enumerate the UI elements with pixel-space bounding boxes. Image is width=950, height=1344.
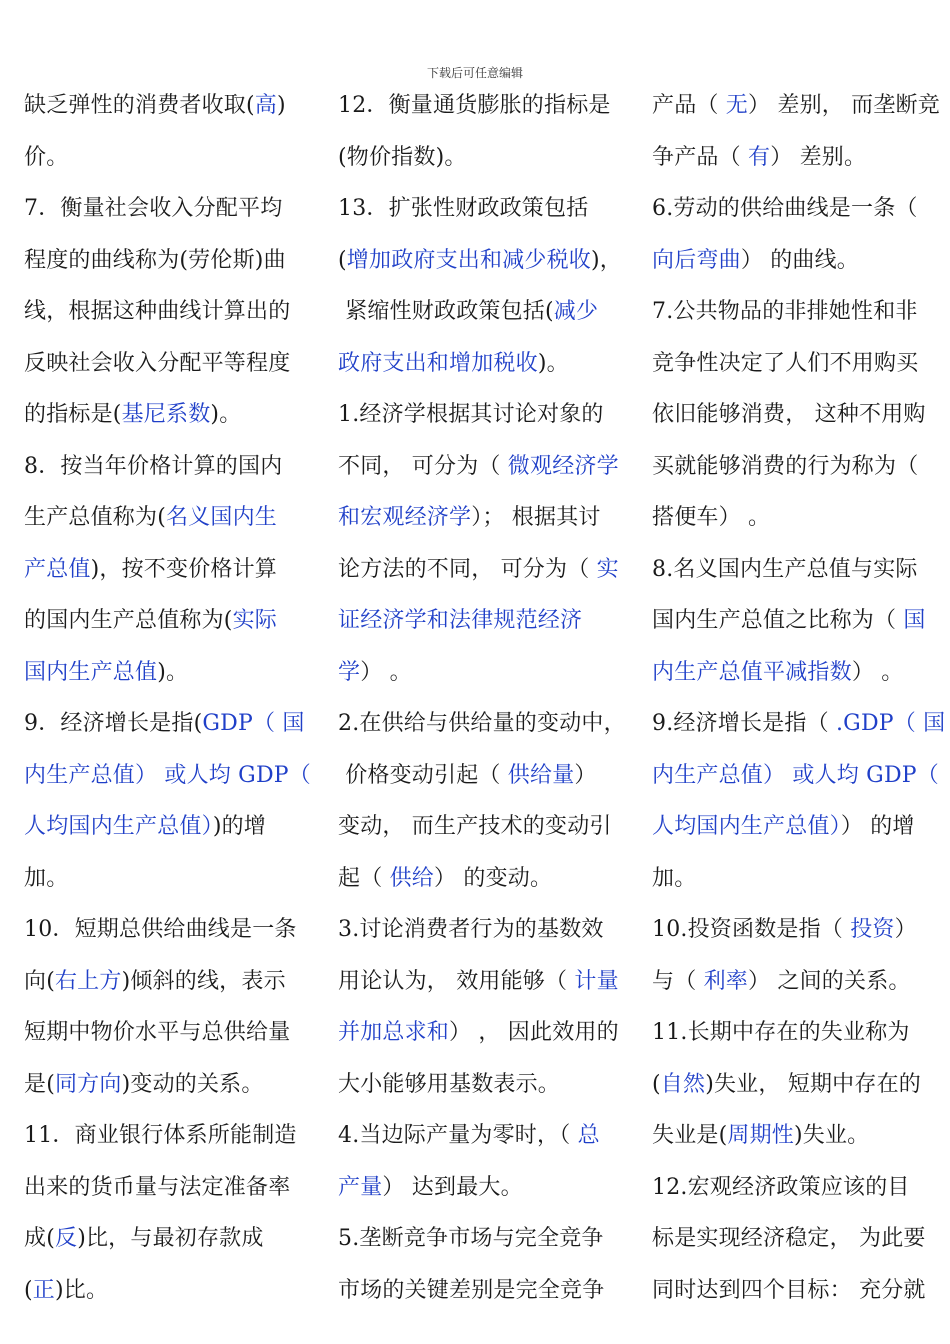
text-line [652, 235, 937, 287]
answer-text: 证经济学和法律规范经济 [338, 608, 583, 633]
answer-text: 内生产总值平减指数 [652, 659, 852, 685]
text-line [338, 801, 628, 853]
answer-text: 高 [254, 93, 277, 118]
body-text: ） 的增 [840, 814, 915, 839]
text-line [338, 647, 628, 699]
answer-text: 计量 [574, 968, 619, 994]
body-text: 标是实现经济稳定， 为此要 [652, 1226, 926, 1251]
body-text: 搭便车） 。 [652, 505, 771, 530]
answer-text: 右上方 [54, 968, 122, 994]
answer-text: 周期性 [727, 1123, 794, 1148]
text-line [338, 389, 628, 441]
body-text: 短期中物价水平与总供给量 [24, 1020, 291, 1045]
text-line [652, 698, 946, 750]
body-text: 国内生产总值之比称为（ [652, 608, 904, 633]
text-line [24, 801, 309, 853]
answer-text: 投资 [850, 917, 895, 942]
text-column-2 [338, 80, 628, 1316]
page-header: 下载后可任意编辑 [426, 66, 523, 80]
body-text: 5.垄断竞争市场与完全竞争 [338, 1226, 604, 1251]
text-line [652, 956, 937, 1008]
text-line [24, 286, 309, 338]
text-line [652, 183, 937, 235]
body-text: ） 的曲线。 [740, 247, 860, 273]
answer-text: .GDP（ 国 [835, 711, 946, 736]
answer-text: 学 [338, 659, 361, 685]
body-text: 程度的曲线称为(劳伦斯)曲 [24, 247, 286, 273]
body-text: ） ， 因此效用的 [449, 1020, 619, 1045]
text-line [24, 595, 309, 647]
answer-text: 名义国内生 [165, 505, 277, 530]
body-text: )。 [537, 350, 569, 376]
text-line [338, 492, 628, 544]
body-text: 竞争性决定了人们不用购买 [652, 350, 919, 376]
body-text: 向( [24, 968, 55, 994]
body-text: 10.投资函数是指（ [652, 917, 851, 942]
text-line [338, 183, 628, 235]
text-line [652, 1110, 937, 1162]
body-text: 变动， 而生产技术的变动引 [338, 814, 612, 839]
body-text: 成( [24, 1226, 55, 1251]
body-text: )失业， 短期中存在的 [705, 1071, 921, 1097]
answer-text: 自然 [660, 1071, 706, 1097]
body-text: 反映社会收入分配平等程度 [24, 350, 291, 376]
answer-text: 无 [725, 93, 748, 118]
text-line [338, 1162, 628, 1214]
body-text: ） 差别， 而垄断竞 [748, 93, 940, 118]
text-line [338, 80, 628, 132]
text-line [652, 1213, 937, 1265]
answer-text: 基尼系数 [121, 402, 211, 427]
text-line [652, 1007, 937, 1059]
body-text: 加。 [24, 865, 69, 891]
text-line [24, 492, 309, 544]
text-line [338, 698, 628, 750]
body-text: 7.公共物品的非排她性和非 [652, 299, 918, 324]
text-line [338, 1110, 628, 1162]
answer-text: 同方向 [54, 1071, 122, 1097]
answer-text: 并加总求和 [338, 1020, 450, 1045]
text-line [652, 853, 937, 905]
text-line [24, 183, 309, 235]
text-line [24, 1213, 309, 1265]
body-text: 依旧能够消费， 这种不用购 [652, 402, 926, 427]
text-line [652, 1059, 937, 1111]
body-text: 买就能够消费的行为称为（ [652, 453, 919, 479]
body-text: ） 之间的关系。 [748, 968, 911, 994]
text-line [24, 389, 309, 441]
body-text: )。 [210, 402, 242, 427]
body-text: 与（ [652, 968, 704, 994]
answer-text: 实 [596, 556, 619, 582]
text-line [24, 956, 309, 1008]
body-text: )，按不变价格计算 [90, 556, 277, 582]
body-text: 12.宏观经济政策应该的目 [652, 1174, 910, 1200]
answer-text: 产总值 [24, 556, 91, 582]
body-text: 4.当边际产量为零时，（ [338, 1123, 578, 1148]
answer-text: 微观经济学 [507, 453, 619, 479]
body-text: 不同， 可分为（ [338, 453, 508, 479]
answer-text: 减少 [553, 299, 599, 324]
text-line [24, 441, 309, 493]
answer-text: 产量 [338, 1174, 383, 1200]
body-text: 用论认为， 效用能够（ [338, 968, 575, 994]
text-line [652, 647, 937, 699]
text-line [652, 389, 937, 441]
answer-text: 利率 [703, 968, 748, 994]
body-text: 缺乏弹性的消费者收取( [24, 93, 255, 118]
answer-text: 政府支出和增加税收 [338, 350, 538, 376]
body-text: 大小能够用基数表示。 [338, 1071, 561, 1097]
body-text: )。 [157, 659, 189, 685]
text-line [338, 956, 628, 1008]
text-line [338, 904, 628, 956]
body-text: ( [652, 1071, 661, 1097]
text-line [652, 132, 937, 184]
body-text: 的指标是( [24, 402, 122, 427]
answer-text: 正 [32, 1277, 55, 1303]
text-line [652, 750, 940, 802]
text-line [24, 647, 309, 699]
text-line [338, 286, 628, 338]
answer-text: 内生产总值） 或人均 GDP（ [652, 762, 940, 788]
body-text: ( [24, 1277, 33, 1303]
body-text: )比。 [55, 1277, 109, 1303]
body-text: )比，与最初存款成 [77, 1226, 264, 1251]
text-line [652, 1265, 937, 1317]
body-text: 10．短期总供给曲线是一条 [24, 917, 297, 942]
text-line [338, 441, 628, 493]
text-line [24, 1059, 309, 1111]
answer-text: 增加政府支出和减少税收 [346, 247, 591, 273]
body-text: 11.长期中存在的失业称为 [652, 1020, 910, 1045]
text-line [338, 544, 628, 596]
body-text: 9．经济增长是指( [24, 711, 203, 736]
body-text: ） 。 [851, 659, 904, 685]
answer-text: 和宏观经济学 [338, 505, 472, 530]
body-text: ） 。 [360, 659, 412, 685]
body-text: 1.经济学根据其讨论对象的 [338, 402, 604, 427]
body-text: 13．扩张性财政政策包括 [338, 196, 589, 221]
body-text: 生产总值称为( [24, 505, 166, 530]
text-line [338, 750, 628, 802]
answer-text: 国内生产总值 [24, 659, 158, 685]
body-text: ( [338, 247, 347, 273]
body-text: (物价指数)。 [338, 144, 467, 170]
answer-text: 人均国内生产总值） [652, 814, 841, 839]
body-text: ）； 根据其讨 [471, 505, 601, 530]
body-text: 线，根据这种曲线计算出的 [24, 299, 291, 324]
body-text: ） 差别。 [770, 144, 867, 170]
text-line [338, 1059, 628, 1111]
text-line [24, 235, 309, 287]
body-text: )倾斜的线，表示 [121, 968, 286, 994]
answer-text: 有 [748, 144, 771, 170]
text-line [652, 441, 937, 493]
text-line [652, 80, 940, 132]
text-line [652, 338, 937, 390]
text-line [24, 132, 309, 184]
text-line [338, 1213, 628, 1265]
body-text: 价格变动引起（ [338, 762, 508, 788]
answer-text: 供给量 [507, 762, 575, 788]
body-text: )的增 [212, 814, 266, 839]
text-line [24, 904, 309, 956]
body-text: 起（ [338, 865, 390, 891]
text-line [338, 853, 628, 905]
body-text: 争产品（ [652, 144, 748, 170]
text-line [338, 1265, 628, 1317]
text-line [652, 1162, 937, 1214]
body-text: ） [574, 762, 597, 788]
body-text: 3.讨论消费者行为的基数效 [338, 917, 604, 942]
answer-text: 反 [54, 1226, 78, 1251]
body-text: 紧缩性财政政策包括( [338, 299, 554, 324]
answer-text: 国 [903, 608, 926, 633]
answer-text: 内生产总值） 或人均 GDP（ [24, 762, 312, 788]
body-text: 出来的货币量与法定准备率 [24, 1174, 291, 1200]
text-line [338, 235, 628, 287]
body-text: 市场的关键差别是完全竞争 [338, 1277, 605, 1303]
text-line [652, 595, 937, 647]
body-text: 论方法的不同， 可分为（ [338, 556, 597, 582]
body-text: 失业是( [652, 1123, 728, 1148]
body-text: )失业。 [794, 1123, 870, 1148]
answer-text: 总 [577, 1123, 600, 1148]
text-line [24, 853, 309, 905]
text-line [24, 1110, 309, 1162]
text-line [24, 338, 309, 390]
answer-text: 供给 [389, 865, 434, 891]
text-line [338, 338, 628, 390]
body-text: 加。 [652, 865, 697, 891]
body-text: ） 的变动。 [434, 865, 553, 891]
text-line [652, 544, 937, 596]
answer-text: 人均国内生产总值） [24, 814, 213, 839]
answer-text: GDP（ 国 [202, 711, 305, 736]
body-text: 的国内生产总值称为( [24, 608, 233, 633]
body-text: 是( [24, 1071, 55, 1097]
body-text: 6.劳动的供给曲线是一条（ [652, 196, 918, 221]
body-text: 8.名义国内生产总值与实际 [652, 556, 918, 582]
body-text: 9.经济增长是指（ [652, 711, 836, 736]
body-text: ) [277, 93, 286, 118]
body-text: ） 达到最大。 [382, 1174, 523, 1200]
body-text: 12．衡量通货膨胀的指标是 [338, 93, 611, 118]
text-line [652, 801, 937, 853]
text-column-3 [652, 80, 946, 1316]
body-text: ） [894, 917, 917, 942]
text-column-1 [24, 80, 312, 1316]
text-line [24, 544, 309, 596]
text-line [338, 132, 628, 184]
text-line [24, 1265, 309, 1317]
body-text: 产品（ [652, 93, 726, 118]
text-line [24, 750, 312, 802]
text-line [24, 80, 309, 132]
body-text: 同时达到四个目标： 充分就 [652, 1277, 926, 1303]
text-line [652, 286, 937, 338]
body-text: 8．按当年价格计算的国内 [24, 453, 283, 479]
text-line [338, 595, 628, 647]
answer-text: 实际 [232, 608, 277, 633]
text-line [652, 904, 937, 956]
body-text: 2.在供给与供给量的变动中， [338, 711, 626, 736]
text-line [338, 1007, 628, 1059]
text-line [652, 492, 937, 544]
body-text: 7．衡量社会收入分配平均 [24, 196, 283, 221]
body-text: )变动的关系。 [121, 1071, 264, 1097]
text-line [24, 1162, 309, 1214]
text-line [24, 1007, 309, 1059]
answer-text: 向后弯曲 [652, 247, 741, 273]
body-text: 11．商业银行体系所能制造 [24, 1123, 297, 1148]
body-text: 价。 [24, 144, 69, 170]
text-line [24, 698, 309, 750]
body-text: )， [591, 247, 622, 273]
